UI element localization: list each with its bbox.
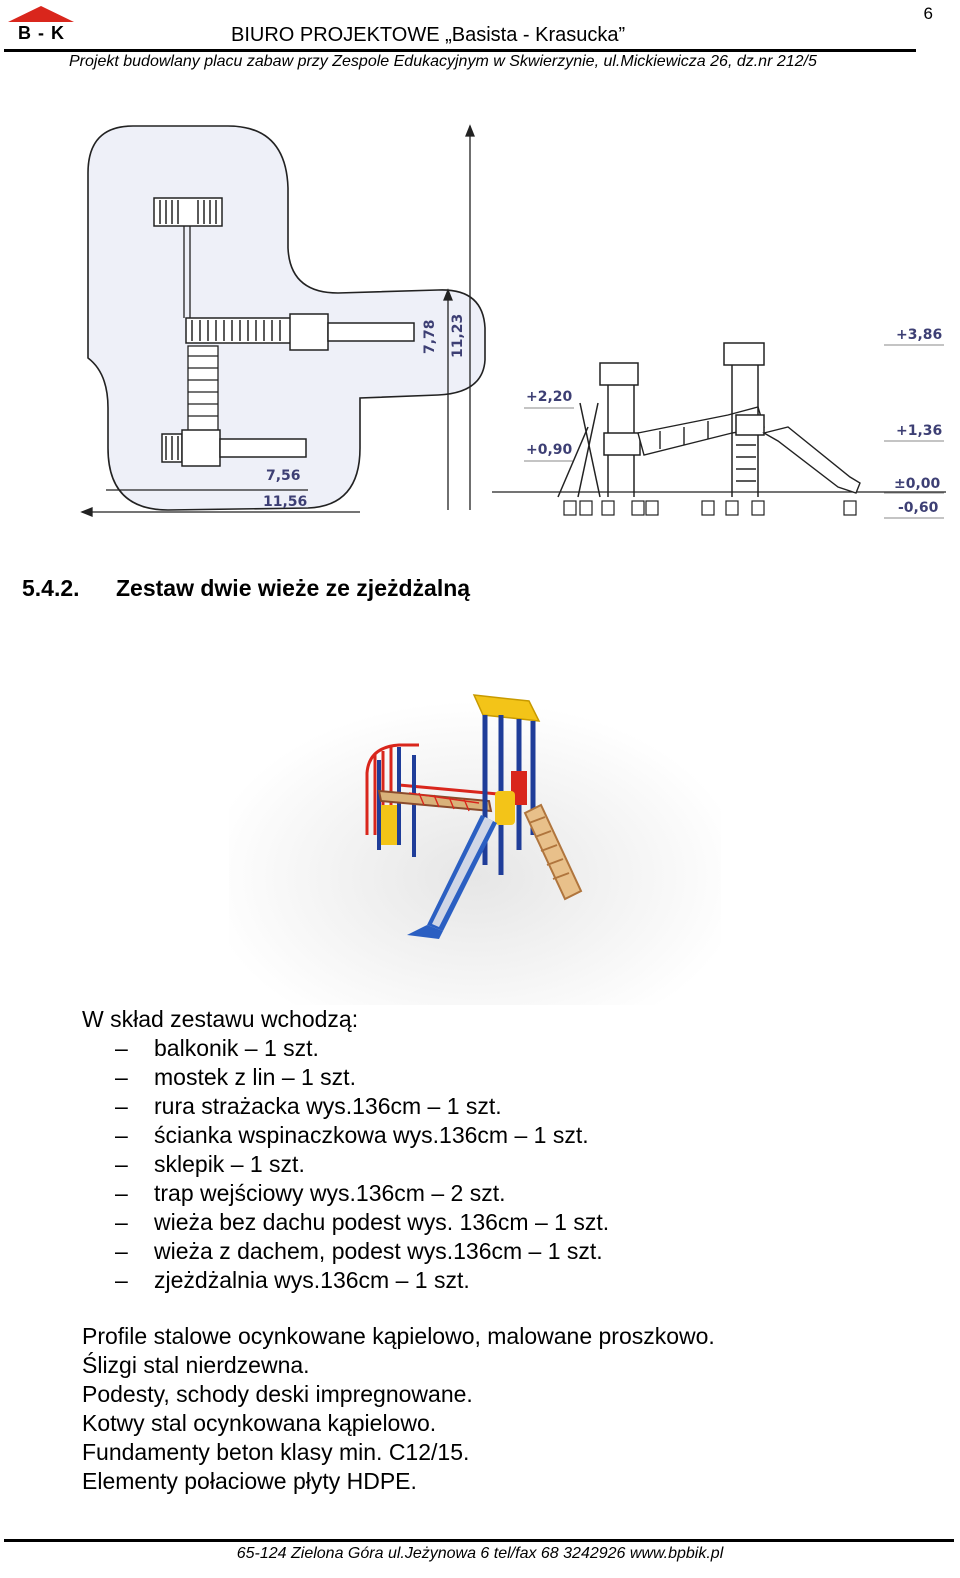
section-heading [22,575,470,602]
list-item [115,1063,609,1092]
tower-top [154,198,222,226]
list-item-text: wieża z dachem, podest wys.136cm – 1 szt. [154,1238,603,1264]
level-left-lower: +0,90 [526,442,573,458]
components-list [115,1034,609,1295]
plan-view-drawing [78,118,490,520]
page-number: 6 [923,4,933,23]
note-line: Ślizgi stal nierdzewna. [82,1352,310,1378]
note-line: Elementy połaciowe płyty HDPE. [82,1468,417,1494]
note-line: Podesty, schody deski impregnowane. [82,1381,473,1407]
list-item [115,1034,609,1063]
level-top: +3,86 [896,327,943,343]
list-item [115,1092,609,1121]
section-title: Zestaw dwie wieże ze zjeżdżalną [116,575,471,601]
list-item-text: trap wejściowy wys.136cm – 2 szt. [154,1180,506,1206]
list-bullet: – [115,1093,128,1119]
list-item-text: mostek z lin – 1 szt. [154,1064,356,1090]
list-bullet: – [115,1035,128,1061]
level-foundation: -0,60 [898,500,939,516]
note-line: Kotwy stal ocynkowana kąpielowo. [82,1410,437,1436]
slide [764,427,860,493]
project-title: Projekt budowlany placu zabaw przy Zespole Edukacyjnym w Skwierzynie, ul.Mickiewicza 26, dz.nr 212/5 [69,53,817,70]
list-item [115,1150,609,1179]
note-line: Fundamenty beton klasy min. C12/15. [82,1439,470,1465]
elevation-drawing [488,315,950,523]
logo-roof-icon [8,6,74,22]
footer-address: 65-124 Zielona Góra ul.Jeżynowa 6 tel/fax 68 3242926 www.bpbik.pl [236,1545,724,1562]
note-line: Profile stalowe ocynkowane kąpielowo, malowane proszkowo. [82,1323,715,1349]
dim-vertical-outer: 11,23 [450,313,466,358]
list-item [115,1237,609,1266]
list-item-text: wieża bez dachu podest wys. 136cm – 1 szt. [154,1209,610,1235]
foundations [564,501,856,515]
list-item-text: zjeżdżalnia wys.136cm – 1 szt. [154,1267,470,1293]
level-platform: +1,36 [896,423,943,439]
dim-horizontal-inner: 7,56 [266,468,301,484]
list-bullet: – [115,1064,128,1090]
dim-horizontal-outer: 11,56 [263,494,308,510]
list-bullet: – [115,1122,128,1148]
list-item-text: ścianka wspinaczkowa wys.136cm – 1 szt. [154,1122,589,1148]
components-intro: W skład zestawu wchodzą: [82,1006,359,1032]
section-number: 5.4.2. [22,575,80,601]
yellow-climbing-panel [495,791,515,825]
header-divider [4,49,916,52]
firm-name: BIURO PROJEKTOWE „Basista - Krasucka” [231,24,626,46]
level-left-upper: +2,20 [526,389,573,405]
list-item-text: balkonik – 1 szt. [154,1035,319,1061]
list-bullet: – [115,1209,128,1235]
tower-left [558,363,640,497]
list-item [115,1266,609,1295]
yellow-panel [381,805,397,845]
list-item-text: sklepik – 1 szt. [154,1151,305,1177]
list-bullet: – [115,1151,128,1177]
material-notes [82,1322,715,1496]
list-bullet: – [115,1238,128,1264]
list-item [115,1208,609,1237]
stairs [188,346,218,436]
dim-vertical-inner: 7,78 [422,319,438,354]
list-bullet: – [115,1267,128,1293]
logo-text: B - K [18,23,65,43]
playset-render [229,685,721,1005]
list-bullet: – [115,1180,128,1206]
list-item [115,1179,609,1208]
list-item [115,1121,609,1150]
footer-divider [4,1539,954,1542]
list-item-text: rura strażacka wys.136cm – 1 szt. [154,1093,502,1119]
level-ground: ±0,00 [894,476,941,492]
